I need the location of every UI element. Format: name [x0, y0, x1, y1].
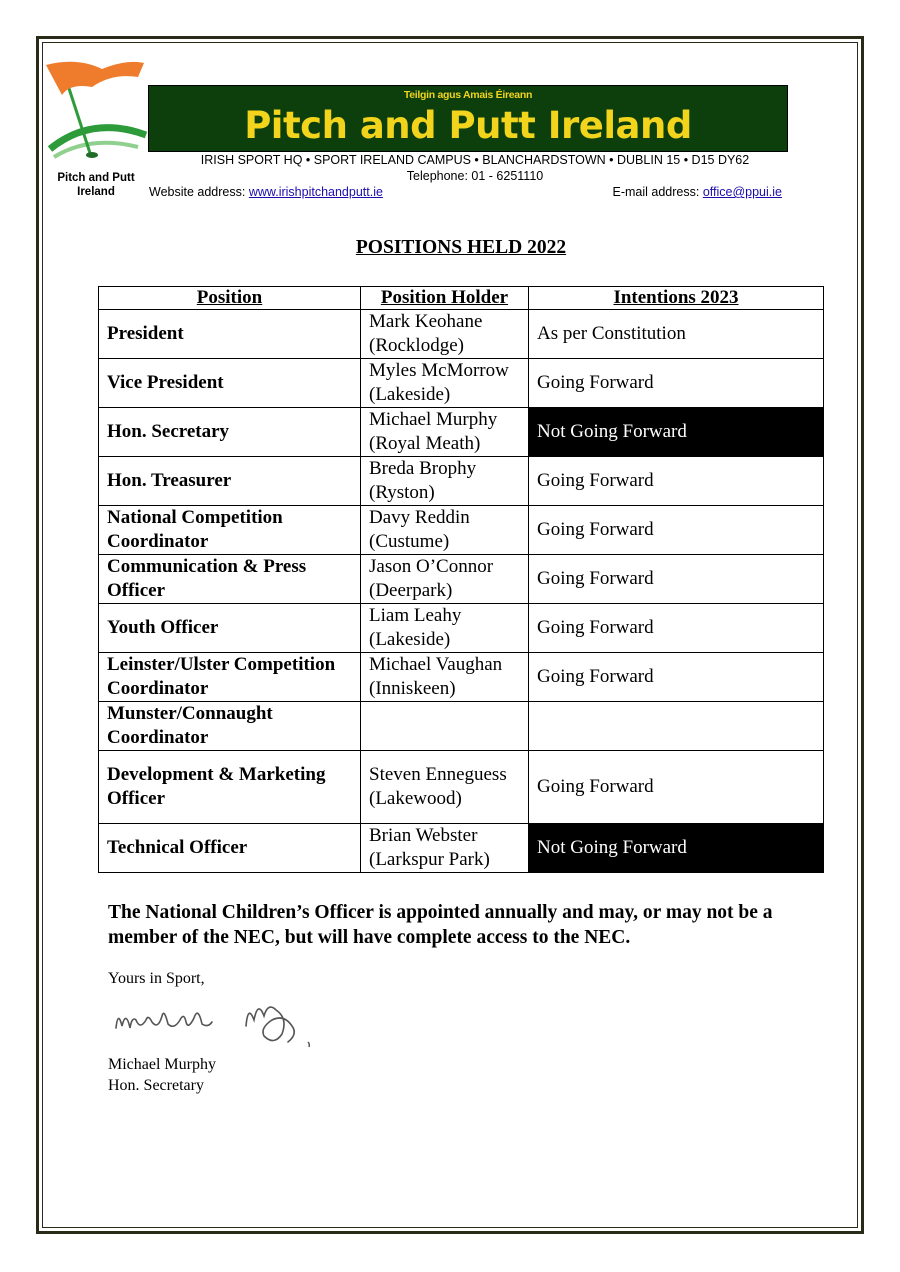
holder-name: Myles McMorrow [369, 360, 509, 381]
intention-cell: Going Forward [529, 653, 824, 702]
signer-block [108, 1054, 216, 1096]
position-cell: Youth Officer [99, 604, 361, 653]
holder-name: Brian Webster [369, 825, 478, 846]
column-header-intentions: Intentions 2023 [529, 287, 824, 310]
logo-caption-line2: Ireland [77, 186, 115, 198]
intention-cell: Going Forward [529, 359, 824, 408]
intention-cell: Going Forward [529, 604, 824, 653]
holder-club: (Royal Meath) [369, 433, 481, 454]
holder-cell [361, 751, 529, 824]
position-cell: Leinster/Ulster Competition Coordinator [99, 653, 361, 702]
position-cell: National Competition Coordinator [99, 506, 361, 555]
table-row [99, 310, 824, 359]
position-cell: Communication & Press Officer [99, 555, 361, 604]
holder-club: (Deerpark) [369, 580, 453, 601]
table-row [99, 506, 824, 555]
holder-club: (Lakewood) [369, 788, 462, 809]
holder-cell [361, 359, 529, 408]
holder-cell [361, 506, 529, 555]
holder-cell [361, 824, 529, 873]
intention-cell: Not Going Forward [529, 824, 824, 873]
holder-cell [361, 702, 529, 751]
flag-logo-icon [42, 55, 150, 171]
document-title: POSITIONS HELD 2022 [355, 237, 567, 258]
banner-title: Pitch and Putt Ireland [244, 104, 692, 147]
holder-club: (Inniskeen) [369, 678, 456, 699]
logo-caption [42, 171, 150, 199]
table-row [99, 604, 824, 653]
address-line: IRISH SPORT HQ • SPORT IRELAND CAMPUS • BLANCHARDSTOWN • DUBLIN 15 • D15 DY62 [200, 153, 750, 167]
holder-name: Michael Vaughan [369, 654, 503, 675]
holder-name: Jason O’Connor [369, 556, 494, 577]
position-cell: Hon. Treasurer [99, 457, 361, 506]
table-row [99, 824, 824, 873]
website-label: Website address: [149, 185, 249, 199]
holder-club: (Rocklodge) [369, 335, 464, 356]
table-header-row [99, 287, 824, 310]
holder-name: Liam Leahy [369, 605, 462, 626]
column-header-position: Position [99, 287, 361, 310]
intention-cell: As per Constitution [529, 310, 824, 359]
telephone-line: Telephone: 01 - 6251110 [406, 169, 544, 183]
intention-cell: Going Forward [529, 555, 824, 604]
signer-name: Michael Murphy [108, 1056, 216, 1073]
table-row [99, 702, 824, 751]
position-cell: Development & Marketing Officer [99, 751, 361, 824]
holder-cell [361, 555, 529, 604]
column-header-holder: Position Holder [361, 287, 529, 310]
intention-cell: Going Forward [529, 751, 824, 824]
intention-cell: Going Forward [529, 506, 824, 555]
email-label: E-mail address: [612, 185, 703, 199]
table-row [99, 359, 824, 408]
position-cell: President [99, 310, 361, 359]
handwritten-signature [112, 990, 332, 1057]
holder-club: (Ryston) [369, 482, 435, 503]
closing-salutation: Yours in Sport, [108, 970, 205, 987]
holder-cell [361, 310, 529, 359]
header-banner [148, 85, 788, 152]
holder-name: Mark Keohane [369, 311, 483, 332]
website-line [149, 185, 383, 200]
holder-name: Steven Enneguess [369, 764, 507, 785]
holder-club: (Larkspur Park) [369, 849, 490, 870]
position-cell: Vice President [99, 359, 361, 408]
holder-name: Breda Brophy [369, 458, 477, 479]
holder-cell [361, 604, 529, 653]
holder-cell [361, 408, 529, 457]
email-link[interactable]: office@ppui.ie [702, 185, 782, 199]
banner-subtitle: Teilgin agus Amais Éireann [403, 89, 533, 101]
table-row [99, 457, 824, 506]
holder-name: Davy Reddin [369, 507, 470, 528]
holder-name: Michael Murphy [369, 409, 498, 430]
positions-table [98, 286, 824, 873]
intention-cell: Not Going Forward [529, 408, 824, 457]
position-cell: Hon. Secretary [99, 408, 361, 457]
table-row [99, 408, 824, 457]
intention-cell: Going Forward [529, 457, 824, 506]
holder-club: (Lakeside) [369, 384, 451, 405]
signer-role: Hon. Secretary [108, 1077, 204, 1094]
logo-caption-line1: Pitch and Putt [57, 172, 135, 184]
table-row [99, 653, 824, 702]
signature-icon [112, 990, 332, 1052]
table-row [99, 555, 824, 604]
holder-cell [361, 653, 529, 702]
email-line [613, 185, 783, 200]
intention-cell [529, 702, 824, 751]
holder-club: (Lakeside) [369, 629, 451, 650]
pitch-and-putt-logo [42, 55, 150, 200]
website-link[interactable]: www.irishpitchandputt.ie [248, 185, 383, 199]
position-cell: Technical Officer [99, 824, 361, 873]
table-row [99, 751, 824, 824]
position-cell: Munster/Connaught Coordinator [99, 702, 361, 751]
holder-cell [361, 457, 529, 506]
holder-club: (Custume) [369, 531, 450, 552]
childrens-officer-note: The National Children’s Officer is appointed annually and may, or may not be a member of the NEC, but will have complete access to the NEC. [108, 902, 773, 948]
